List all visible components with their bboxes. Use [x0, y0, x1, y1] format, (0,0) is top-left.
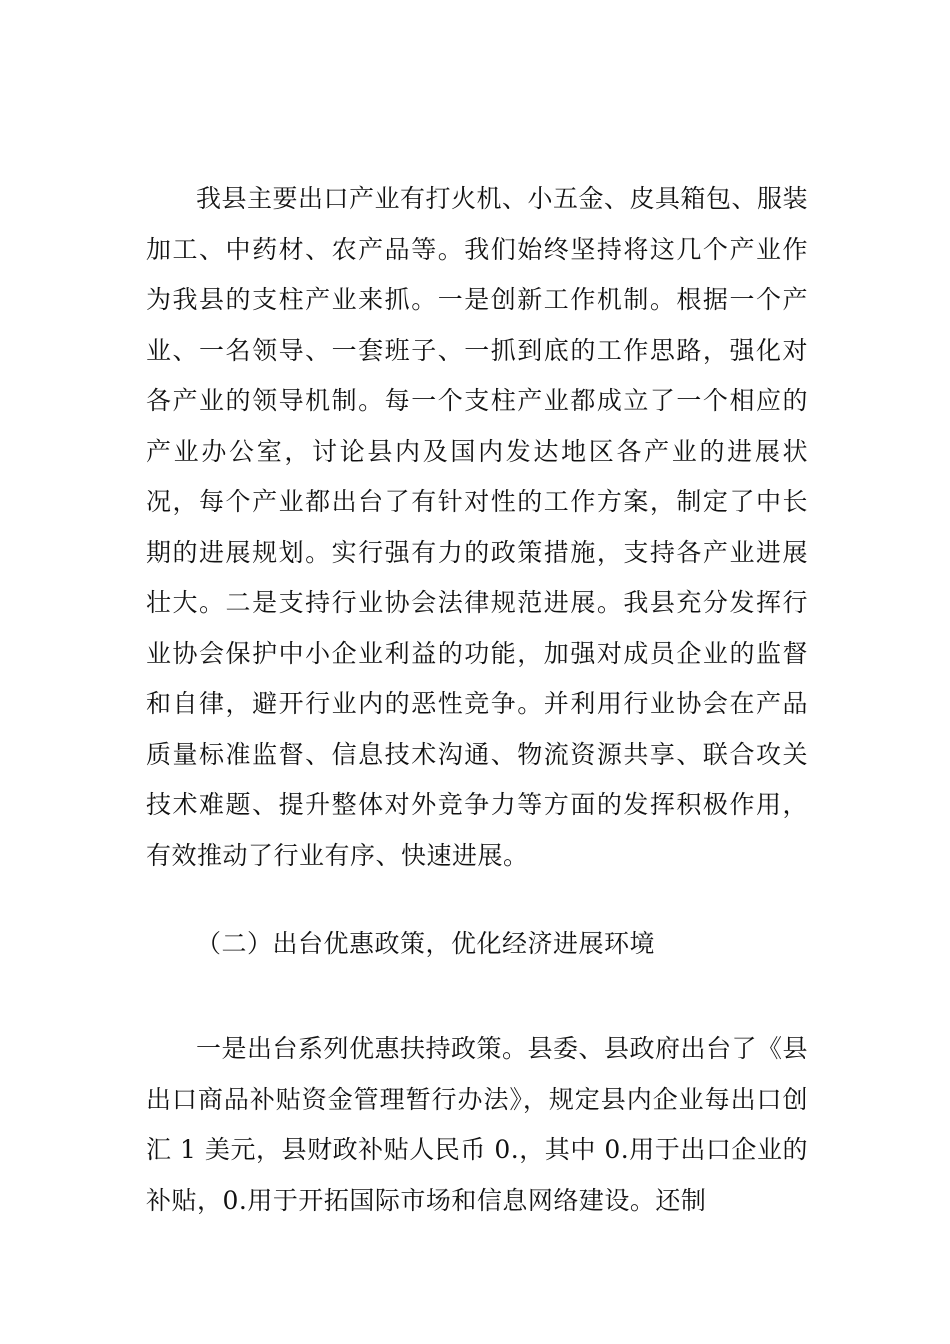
body-paragraph: 一是出台系列优惠扶持政策。县委、县政府出台了《县出口商品补贴资金管理暂行办法》，规定县内企业每出口创汇 1 美元，县财政补贴人民币 0.，其中 0.用于出口企业的补贴，0.用于开拓国际市场和信息网络建设。还制	[146, 1034, 809, 1215]
section-heading: （二）出台优惠政策，优化经济进展环境	[196, 929, 656, 958]
body-paragraph: 我县主要出口产业有打火机、小五金、皮具箱包、服装加工、中药材、农产品等。我们始终坚持将这几个产业作为我县的支柱产业来抓。一是创新工作机制。根据一个产业、一名领导、一套班子、一抓到底的工作思路，强化对各产业的领导机制。每一个支柱产业都成立了一个相应的产业办公室，讨论县内及国内发达地区各产业的进展状况，每个产业都出台了有针对性的工作方案，制定了中长期的进展规划。实行强有力的政策措施，支持各产业进展壮大。二是支持行业协会法律规范进展。我县充分发挥行业协会保护中小企业利益的功能，加强对成员企业的监督和自律，避开行业内的恶性竞争。并利用行业协会在产品质量标准监督、信息技术沟通、物流资源共享、联合攻关技术难题、提升整体对外竞争力等方面的发挥积极作用，有效推动了行业有序、快速进展。	[146, 184, 809, 870]
